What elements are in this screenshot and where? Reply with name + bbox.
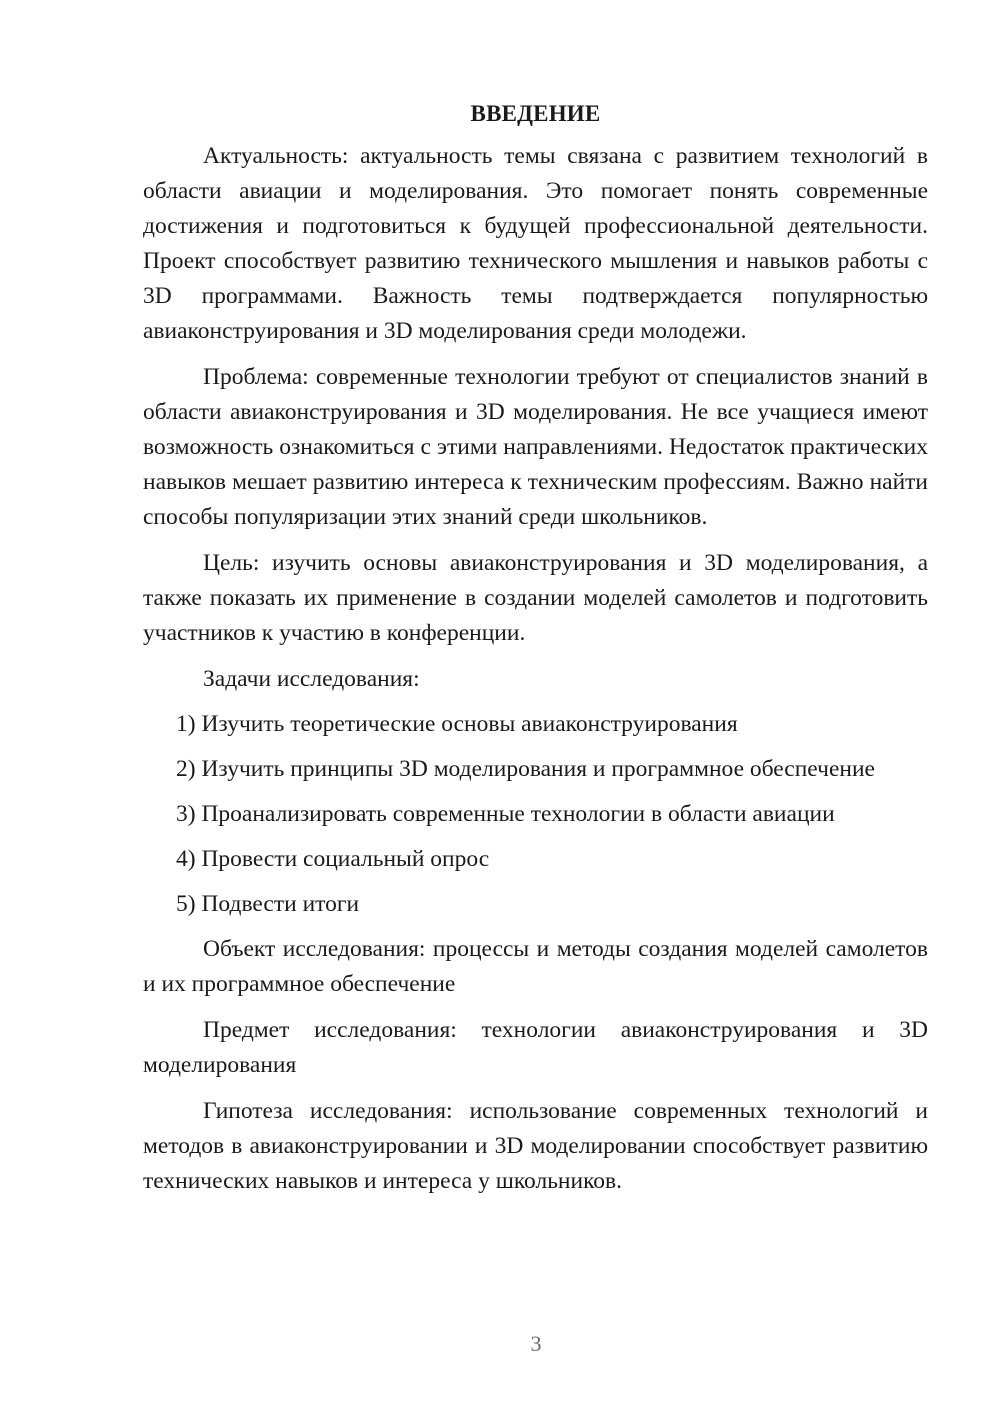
- task-item: [143, 797, 928, 832]
- task-text: Провести социальный опрос: [201, 846, 490, 872]
- task-text: Подвести итоги: [201, 891, 360, 917]
- task-item: [143, 752, 928, 787]
- subject-paragraph: Предмет исследования: технологии авиаконструирования и 3D моделирования: [143, 1017, 928, 1078]
- task-number: 5): [176, 891, 196, 917]
- task-number: 4): [176, 846, 196, 872]
- task-item: [143, 887, 928, 922]
- task-number: 3): [176, 801, 196, 827]
- page-number: 3: [530, 1331, 542, 1356]
- task-text: Изучить принципы 3D моделирования и программное обеспечение: [201, 756, 875, 782]
- relevance-paragraph: Актуальность: актуальность темы связана с развитием технологий в области авиации и моделирования. Это помогает понять современные достижения и подготовиться к будущей профессиональной деятельности. Проект способствует развитию технического мышления и навыков работы с 3D программами. Важность темы подтверждается популярностью авиаконструирования и 3D моделирования среди молодежи.: [143, 143, 928, 344]
- tasks-list: [143, 707, 928, 922]
- task-number: 2): [176, 756, 196, 782]
- page-content: [143, 96, 928, 1210]
- object-paragraph: Объект исследования: процессы и методы создания моделей самолетов и их программное обеспечение: [143, 936, 928, 997]
- task-number: 1): [176, 711, 196, 737]
- task-item: [143, 842, 928, 877]
- task-text: Проанализировать современные технологии в области авиации: [201, 801, 835, 827]
- problem-paragraph: Проблема: современные технологии требуют от специалистов знаний в области авиаконструирования и 3D моделирования. Не все учащиеся имеют возможность ознакомиться с этими направлениями. Недостаток практических навыков мешает развитию интереса к техническим профессиям. Важно найти способы популяризации этих знаний среди школьников.: [143, 364, 928, 530]
- hypothesis-paragraph: Гипотеза исследования: использование современных технологий и методов в авиаконструировании и 3D моделировании способствует развитию технических навыков и интереса у школьников.: [143, 1098, 928, 1194]
- task-item: [143, 707, 928, 742]
- goal-paragraph: Цель: изучить основы авиаконструирования и 3D моделирования, а также показать их применение в создании моделей самолетов и подготовить участников к участию в конференции.: [143, 550, 928, 646]
- section-heading: ВВЕДЕНИЕ: [470, 101, 601, 126]
- tasks-intro: Задачи исследования:: [203, 666, 420, 692]
- task-text: Изучить теоретические основы авиаконструирования: [201, 711, 738, 737]
